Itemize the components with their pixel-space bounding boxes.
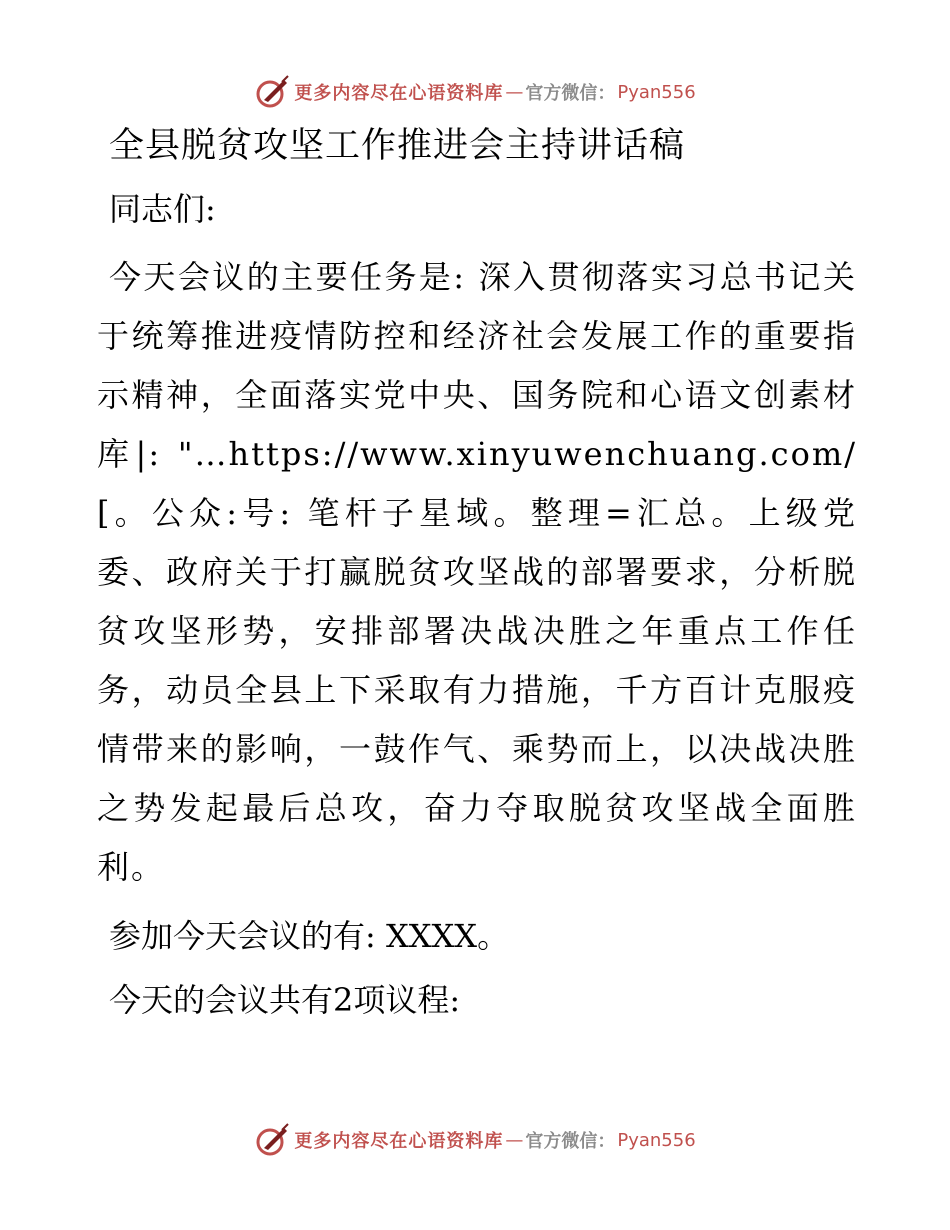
banner-separator: — (505, 81, 524, 103)
header-watermark-banner (0, 72, 950, 112)
quill-logo-icon (254, 1122, 290, 1158)
banner-wechat-id: Pyan556 (617, 81, 696, 103)
quill-logo-icon (254, 74, 290, 110)
greeting: 同志们: (109, 190, 216, 228)
banner-wechat-label: 官方微信： (525, 83, 616, 104)
banner-separator: — (505, 1129, 524, 1151)
footer-watermark-banner (0, 1120, 950, 1160)
document-title: 全县脱贫攻坚工作推进会主持讲话稿 (109, 126, 686, 166)
paragraph-agenda: 今天的会议共有2项议程: (109, 981, 461, 1019)
banner-wechat-id: Pyan556 (617, 1129, 696, 1151)
banner-main-text: 更多内容尽在心语资料库 (294, 83, 504, 104)
paragraph-main: 今天会议的主要任务是: 深入贯彻落实习总书记关于统筹推进疫情防控和经济社会发展工作的重要指示精神，全面落实党中央、国务院和心语文创素材库|: "…https://www.xinyuwenchuang.com/[。公众:号: 笔杆子星域。整理=汇总。上级党委、政府关于打赢脱贫攻坚战的部署要求，分析脱贫攻坚形势，安排部署决战决胜之年重点工作任务，动员全县上下采取有力措施，千方百计克服疫情带来的影响，一鼓作气、乘势而上，以决战决胜之势发起最后总攻，奋力夺取脱贫攻坚战全面胜利。 (97, 258, 857, 886)
banner-wechat-label: 官方微信： (525, 1131, 616, 1152)
document-body (97, 120, 857, 1039)
banner-main-text: 更多内容尽在心语资料库 (294, 1131, 504, 1152)
paragraph-attendees: 参加今天会议的有: XXXX。 (109, 917, 510, 955)
